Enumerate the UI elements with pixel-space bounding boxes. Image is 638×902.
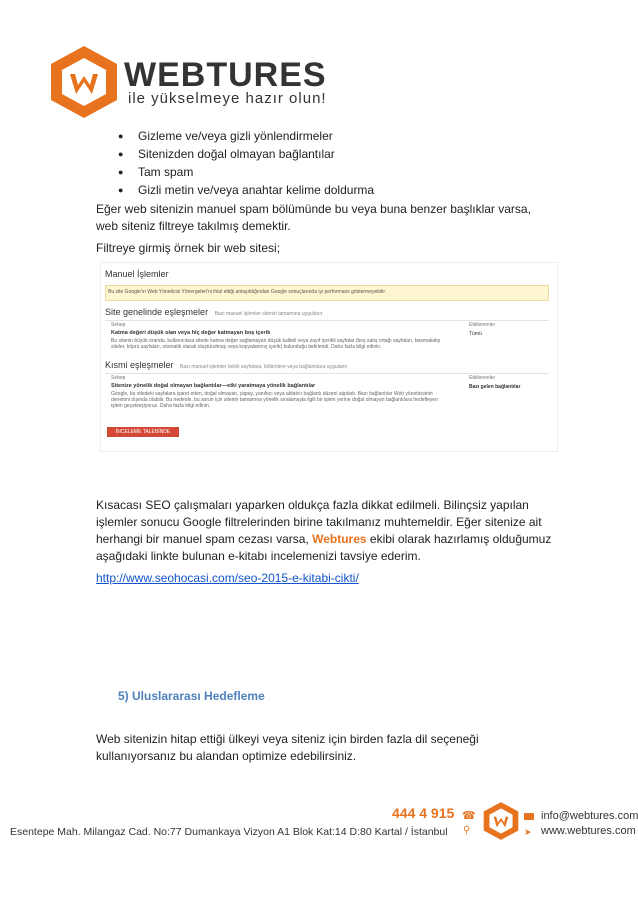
list-item: ● Gizleme ve/veya gizli yönlendirmeler <box>118 127 374 145</box>
paragraph-example-intro: Filtreye girmiş örnek bir web sitesi; <box>96 241 281 255</box>
section2-hint: Bazı manuel işlemler belirli sayfalara, bölümlere veya bağlantılara uygulanır <box>180 364 348 370</box>
brand-slogan: ile yükselmeye hazır olun! <box>128 90 327 107</box>
section-heading: 5) Uluslararası Hedefleme <box>118 689 265 703</box>
paragraph-summary <box>96 497 556 565</box>
section1-hint: Bazı manuel işlemler sitenin tamamına uygulanır <box>214 311 323 317</box>
col-reason-header: Sebep <box>111 375 126 381</box>
brand-mention: Webtures <box>312 532 367 546</box>
spam-type-list <box>118 127 374 199</box>
summary-text-before: Kısacası SEO çalışmaları yaparken oldukça fazla dikkat edilmeli. Bilinçsiz yapılan işlemler sonucu Google filtrelerinden birine takılmanız muhtemeldir. Eğer sitenize ait herhangi bir manuel spam cezası varsa, <box>96 498 542 546</box>
item1-title: Katma değeri düşük olan veya hiç değer katmayan boş içerik <box>111 330 271 336</box>
email-icon <box>524 813 534 820</box>
footer-phone: 444 4 915 <box>392 805 455 821</box>
screenshot-notice: Bu site Google'ın Web Yöneticisi Yönergeleri'ni ihlal ettiği anlaşıldığından Google sonuçlarında iyi performans göstermeyebilir. <box>105 285 549 301</box>
item2-text: Google, bu sitedeki sayfalara işaret eden, doğal olmayan, yapay, yanıltıcı veya aldatıcı bağlantı düzeni algıladı. Bazı bağlantılar Web yöneticisinin denetimi dışında olabilir. Bu nedenle, bu sorun için sitenin tamamına yönelik sıralamayla ilgili bir işlem yerine doğal olmayan bağlantılara hedefleyen işlem geçekleşiyoruz. Daha fazla bilgi edinin. <box>111 391 438 409</box>
screenshot-section2-title <box>105 360 347 370</box>
item2-affected: Bazı gelen bağlantılar <box>469 384 521 390</box>
manual-actions-screenshot <box>100 262 558 452</box>
paragraph-filter-info: Eğer web sitenizin manuel spam bölümünde bu veya buna benzer başlıklar varsa, web siteniz filtreye takılmış demektir. <box>96 202 531 233</box>
list-item: ● Gizli metin ve/veya anahtar kelime doldurma <box>118 181 374 199</box>
item1-affected: Tümü <box>469 331 482 337</box>
ebook-link[interactable]: http://www.seohocasi.com/seo-2015-e-kitabi-cikti/ <box>96 571 359 585</box>
section1-title-text: Site genelinde eşleşmeler <box>105 307 209 317</box>
webtures-logo-icon <box>44 42 124 122</box>
phone-icon: ☎ <box>462 810 476 822</box>
summary-text-after: ekibi olarak hazırlamış olduğumuz aşağıdaki linkte bulunan e-kitabı incelemenizi tavsiye ederim. <box>96 532 552 563</box>
footer-email: info@webtures.com <box>541 810 638 822</box>
location-icon: ⚲ <box>463 825 471 836</box>
list-item: ● Tam spam <box>118 163 374 181</box>
footer-address: Esentepe Mah. Milangaz Cad. No:77 Dumankaya Vizyon A1 Blok Kat:14 D:80 Kartal / İstanbul <box>10 826 448 838</box>
screenshot-section1-title <box>105 307 322 317</box>
section2-title-text: Kısmi eşleşmeler <box>105 360 174 370</box>
footer-website: www.webtures.com <box>541 825 636 837</box>
webtures-logo-icon <box>480 800 522 842</box>
item1-text: Bu sitenin büyük oranda, kullanıcılara sitede katma değer sağlamayan düşük kaliteli veya zayıf içerikli sayfalar (boş satış ortağı sayfaları, basmakalıp siteler, köprü sayfaları, otomatik olarak oluşturulmuş veya kopyalanmış içerik) bulunduğu belirlendi. Daha fazla bilgi edinin. <box>111 338 441 350</box>
cursor-icon: ➤ <box>524 827 532 837</box>
item2-title: Sitenize yönelik doğal olmayan bağlantılar—etki yaratmaya yönelik bağlantılar <box>111 383 316 389</box>
screenshot-title: Manuel İşlemler <box>105 269 169 279</box>
col-affected-header: Etkilenenler <box>469 375 496 381</box>
list-item: ● Sitenizden doğal olmayan bağlantılar <box>118 145 374 163</box>
brand-name: WEBTURES <box>124 56 327 94</box>
request-review-button: İNCELEME TALEBİNDE BULUNUN <box>107 427 179 437</box>
col-affected-header: Etkilenenler <box>469 322 496 328</box>
paragraph-international: Web sitenizin hitap ettiği ülkeyi veya siteniz için birden fazla dil seçeneği kullanıyorsanız bu alandan optimize edebilirsiniz. <box>96 732 479 763</box>
col-reason-header: Sebep <box>111 322 126 328</box>
